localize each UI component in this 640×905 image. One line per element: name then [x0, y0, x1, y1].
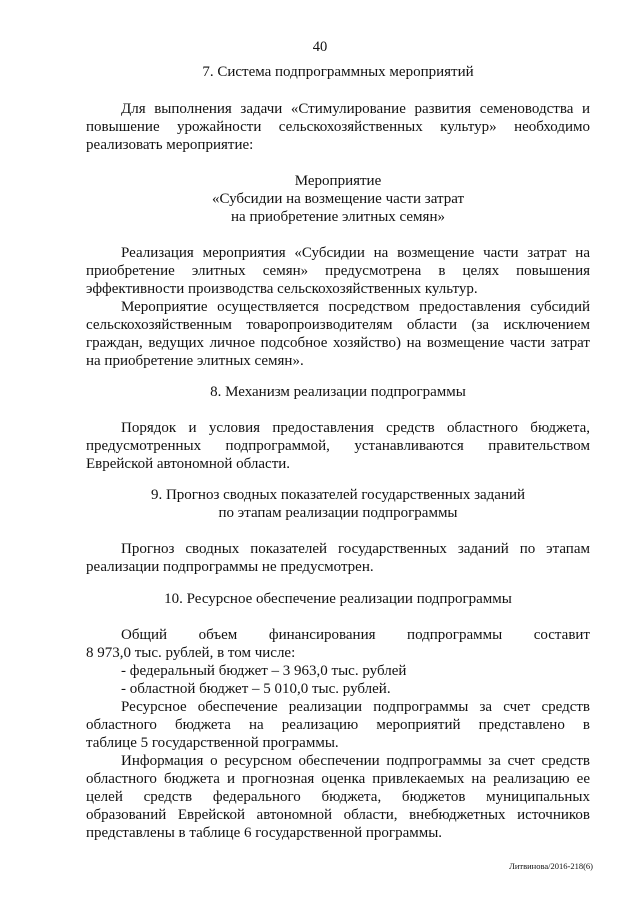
- text-line: Порядок и условия предоставления средств областного бюджета,: [121, 420, 590, 436]
- list-item: - федеральный бюджет – 3 963,0 тыс. рублей: [121, 663, 407, 679]
- heading-section-9: 9. Прогноз сводных показателей государственных заданий: [150, 487, 526, 503]
- heading-section-9: по этапам реализации подпрограммы: [218, 505, 458, 521]
- text-line: сельскохозяйственным товаропроизводителям области (за исключением: [86, 317, 590, 333]
- text-line: предусмотренных подпрограммой, устанавливаются правительством: [86, 438, 590, 454]
- text-line: реализации подпрограммы не предусмотрен.: [86, 559, 374, 575]
- text-line: повышение урожайности сельскохозяйственных культур» необходимо: [86, 119, 590, 135]
- page-number: 40: [312, 39, 328, 55]
- text-line: образований Еврейской автономной области, внебюджетных источников: [86, 807, 590, 823]
- heading-section-7: 7. Система подпрограммных мероприятий: [202, 64, 474, 80]
- text-line: Для выполнения задачи «Стимулирование развития семеноводства и: [121, 101, 590, 117]
- heading-section-10: 10. Ресурсное обеспечение реализации подпрограммы: [164, 591, 512, 607]
- heading-section-8: 8. Механизм реализации подпрограммы: [210, 384, 466, 400]
- text-line: Еврейской автономной области.: [86, 456, 291, 472]
- text-line: Реализация мероприятия «Субсидии на возмещение части затрат на: [121, 245, 590, 261]
- text-line: Ресурсное обеспечение реализации подпрограммы за счет средств: [121, 699, 590, 715]
- text-line: граждан, ведущих личное подсобное хозяйство) на возмещение части затрат: [86, 335, 590, 351]
- measure-title: Мероприятие: [294, 173, 382, 189]
- measure-title: «Субсидии на возмещение части затрат: [211, 191, 465, 207]
- text-line: эффективности производства сельскохозяйственных культур.: [86, 281, 478, 297]
- text-line: Мероприятие осуществляется посредством предоставления субсидий: [121, 299, 590, 315]
- text-line: 8 973,0 тыс. рублей, в том числе:: [86, 645, 296, 661]
- text-line: приобретение элитных семян» предусмотрена в целях повышения: [86, 263, 590, 279]
- text-line: на приобретение элитных семян».: [86, 353, 304, 369]
- text-line: реализовать мероприятие:: [86, 137, 254, 153]
- text-line: таблице 5 государственной программы.: [86, 735, 339, 751]
- list-item: - областной бюджет – 5 010,0 тыс. рублей.: [121, 681, 391, 697]
- text-line: областного бюджета и прогнозная оценка привлекаемых на реализацию ее: [86, 771, 590, 787]
- text-line: Прогноз сводных показателей государственных заданий по этапам: [121, 541, 590, 557]
- text-line: Информация о ресурсном обеспечении подпрограммы за счет средств: [121, 753, 590, 769]
- text-line: Общий объем финансирования подпрограммы составит: [121, 627, 590, 643]
- text-line: представлены в таблице 6 государственной программы.: [86, 825, 443, 841]
- footer-code: Литвинова/2016-218(6): [509, 861, 593, 871]
- text-line: областного бюджета на реализацию мероприятий представлено в: [86, 717, 590, 733]
- text-line: целей средств федерального бюджета, бюджетов муниципальных: [86, 789, 590, 805]
- measure-title: на приобретение элитных семян»: [231, 209, 445, 225]
